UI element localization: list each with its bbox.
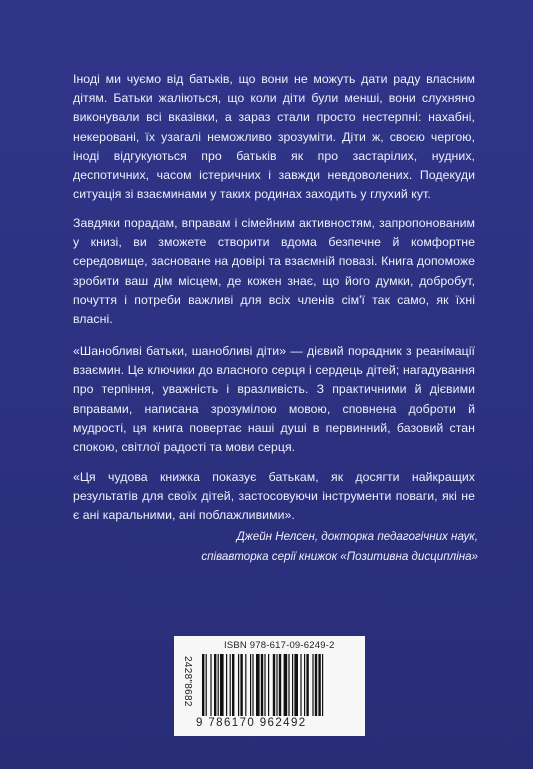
barcode-side-number: 2428"8682 (182, 656, 193, 707)
quote-author: Джейн Нелсен, докторка педагогічних наук, (236, 530, 478, 543)
barcode-digits: 9 786170 962492 (196, 717, 307, 729)
description-paragraph-1 (73, 70, 475, 204)
paragraph-text: «Шанобливі батьки, шанобливі діти» — дієвий порадник з реанімації взаємин. Це ключики до власного серця і сердець дітей; нагадування про терпіння, уважність і вразливість. З практичними й дієвими вправами, написана зрозумілою мовою, сповнена доброти й мудрості, ця книга повертає наші душі в первинний, базовий стан спокою, світлої радості та мови серця. (73, 344, 475, 455)
quote-text: «Ця чудова книжка показує батькам, як досягти найкращих результатів для своїх дітей, застосовуючи інструменти поваги, які не є ані каральними, ані поблажливими». (73, 470, 475, 523)
paragraph-text: Завдяки порадам, вправам і сімейним активностям, запропонованим у книзі, ви зможете створити вдома безпечне й комфортне середовище, засноване на довірі та взаємній повазі. Книга допоможе зробити ваш дім місцем, де кожен знає, що його думки, добробут, почуття і потреби важливі для всіх членів сім'ї так само, як їхні власні. (73, 216, 475, 327)
isbn-barcode (174, 636, 365, 736)
description-paragraph-2 (73, 214, 475, 329)
testimonial-quote (73, 468, 475, 526)
isbn-number: ISBN 978-617-09-6249-2 (224, 640, 335, 651)
quote-author-credentials: співавторка серії книжок «Позитивна дисципліна» (201, 550, 478, 563)
paragraph-text: Іноді ми чуємо від батьків, що вони не можуть дати раду власним дітям. Батьки жаліються, що коли діти були менші, вони слухняно виконували всі вказівки, а зараз стали просто нестерпні: нахабні, некеровані, їх узагалі неможливо зрозуміти. Діти ж, своєю чергою, іноді відгукуються про батьків як про застарілих, нудних, деспотичних, часом істеричних і завжди невдоволених. Подекуди ситуація зі взаєминами у таких родинах заходить у глухий кут. (73, 72, 475, 202)
barcode-bars (202, 654, 359, 716)
description-paragraph-3 (73, 342, 475, 457)
